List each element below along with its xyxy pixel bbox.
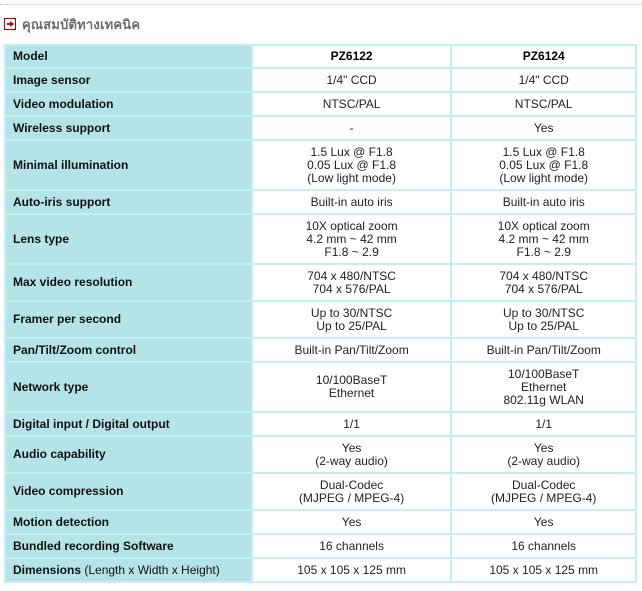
header-label: Model <box>6 46 251 67</box>
row-label <box>6 302 251 337</box>
row-label <box>6 191 251 213</box>
cell-pz6122: - <box>253 117 451 139</box>
cell-pz6122: 105 x 105 x 125 mm <box>253 559 451 581</box>
cell-pz6124: Built-in Pan/Tilt/Zoom <box>452 339 635 361</box>
row-label <box>6 437 251 472</box>
row-label <box>6 69 251 91</box>
row-label-text: Lens type <box>13 231 70 246</box>
cell-pz6124: Yes <box>452 117 635 139</box>
cell-pz6124: 1.5 Lux @ F1.8 0.05 Lux @ F1.8 (Low light mode) <box>452 141 635 189</box>
table-row <box>6 535 635 557</box>
row-label <box>6 413 251 435</box>
row-label-text: Network type <box>13 379 89 394</box>
arrow-right-icon <box>4 18 16 30</box>
row-label <box>6 511 251 533</box>
row-label <box>6 535 251 557</box>
row-label-text: Video compression <box>13 484 124 498</box>
row-label-text: Video modulation <box>13 96 114 111</box>
cell-pz6124: 704 x 480/NTSC 704 x 576/PAL <box>452 265 635 300</box>
cell-pz6122: NTSC/PAL <box>253 93 451 115</box>
row-label-text: Digital input / Digital output <box>13 416 170 431</box>
cell-pz6122: 1/4" CCD <box>253 69 451 91</box>
table-row <box>6 265 635 300</box>
row-label-note: (Length x Width x Height) <box>81 562 220 577</box>
cell-pz6124: 10X optical zoom 4.2 mm ~ 42 mm F1.8 ~ 2.9 <box>452 215 635 263</box>
cell-pz6124: 16 channels <box>452 535 635 557</box>
table-row <box>6 559 635 581</box>
row-label <box>6 215 251 263</box>
table-row <box>6 191 635 213</box>
row-label <box>6 265 251 300</box>
cell-pz6124: 1/4" CCD <box>452 69 635 91</box>
cell-pz6122: 704 x 480/NTSC 704 x 576/PAL <box>253 265 451 300</box>
table-row <box>6 511 635 533</box>
cell-pz6122: 16 channels <box>253 535 451 557</box>
section-header <box>4 14 140 34</box>
table-row <box>6 413 635 435</box>
table-row <box>6 215 635 263</box>
row-label-text: Minimal illumination <box>13 157 129 172</box>
table-row <box>6 339 635 361</box>
row-label <box>6 474 251 509</box>
table-row <box>6 363 635 411</box>
top-dotted-divider <box>0 4 642 5</box>
table-row <box>6 141 635 189</box>
table-row <box>6 302 635 337</box>
cell-pz6122: 1.5 Lux @ F1.8 0.05 Lux @ F1.8 (Low light mode) <box>253 141 451 189</box>
table-row <box>6 437 635 472</box>
model-pz6124-header: PZ6124 <box>452 46 635 67</box>
cell-pz6122: 1/1 <box>253 413 451 435</box>
row-label <box>6 363 251 411</box>
row-label <box>6 339 251 361</box>
row-label-text: Auto-iris support <box>13 194 111 209</box>
table-row <box>6 474 635 509</box>
cell-pz6122: 10/100BaseT Ethernet <box>253 363 451 411</box>
cell-pz6122: Dual-Codec (MJPEG / MPEG-4) <box>253 474 451 509</box>
table-row <box>6 93 635 115</box>
cell-pz6122: Up to 30/NTSC Up to 25/PAL <box>253 302 451 337</box>
cell-pz6124: NTSC/PAL <box>452 93 635 115</box>
table-row <box>6 117 635 139</box>
row-label-text: Motion detection <box>13 514 109 529</box>
model-pz6122-header: PZ6122 <box>253 46 451 67</box>
cell-pz6124: Dual-Codec (MJPEG / MPEG-4) <box>452 474 635 509</box>
cell-pz6122: Built-in Pan/Tilt/Zoom <box>253 339 451 361</box>
row-label-text: Bundled recording Software <box>13 538 174 553</box>
section-title: คุณสมบัติทางเทคนิค <box>22 16 141 32</box>
cell-pz6122: Yes <box>253 511 451 533</box>
table-row <box>6 69 635 91</box>
row-label <box>6 117 251 139</box>
row-label-text: Audio capability <box>13 447 106 461</box>
row-label-text: Wireless support <box>13 120 111 135</box>
row-label <box>6 141 251 189</box>
table-header-row <box>6 46 635 67</box>
row-label-text: Max video resolution <box>13 275 133 289</box>
cell-pz6122: 10X optical zoom 4.2 mm ~ 42 mm F1.8 ~ 2.9 <box>253 215 451 263</box>
cell-pz6122: Built-in auto iris <box>253 191 451 213</box>
cell-pz6124: 10/100BaseT Ethernet 802.11g WLAN <box>452 363 635 411</box>
cell-pz6124: 1/1 <box>452 413 635 435</box>
cell-pz6124: Yes (2-way audio) <box>452 437 635 472</box>
row-label-text: Framer per second <box>13 312 122 326</box>
row-label <box>6 559 251 581</box>
cell-pz6122: Yes (2-way audio) <box>253 437 451 472</box>
spec-table <box>4 44 637 583</box>
row-label-text: Pan/Tilt/Zoom control <box>13 342 137 357</box>
cell-pz6124: Built-in auto iris <box>452 191 635 213</box>
row-label-text: Image sensor <box>13 72 91 87</box>
row-label-text: Dimensions <box>13 562 82 577</box>
cell-pz6124: 105 x 105 x 125 mm <box>452 559 635 581</box>
cell-pz6124: Up to 30/NTSC Up to 25/PAL <box>452 302 635 337</box>
row-label <box>6 93 251 115</box>
cell-pz6124: Yes <box>452 511 635 533</box>
